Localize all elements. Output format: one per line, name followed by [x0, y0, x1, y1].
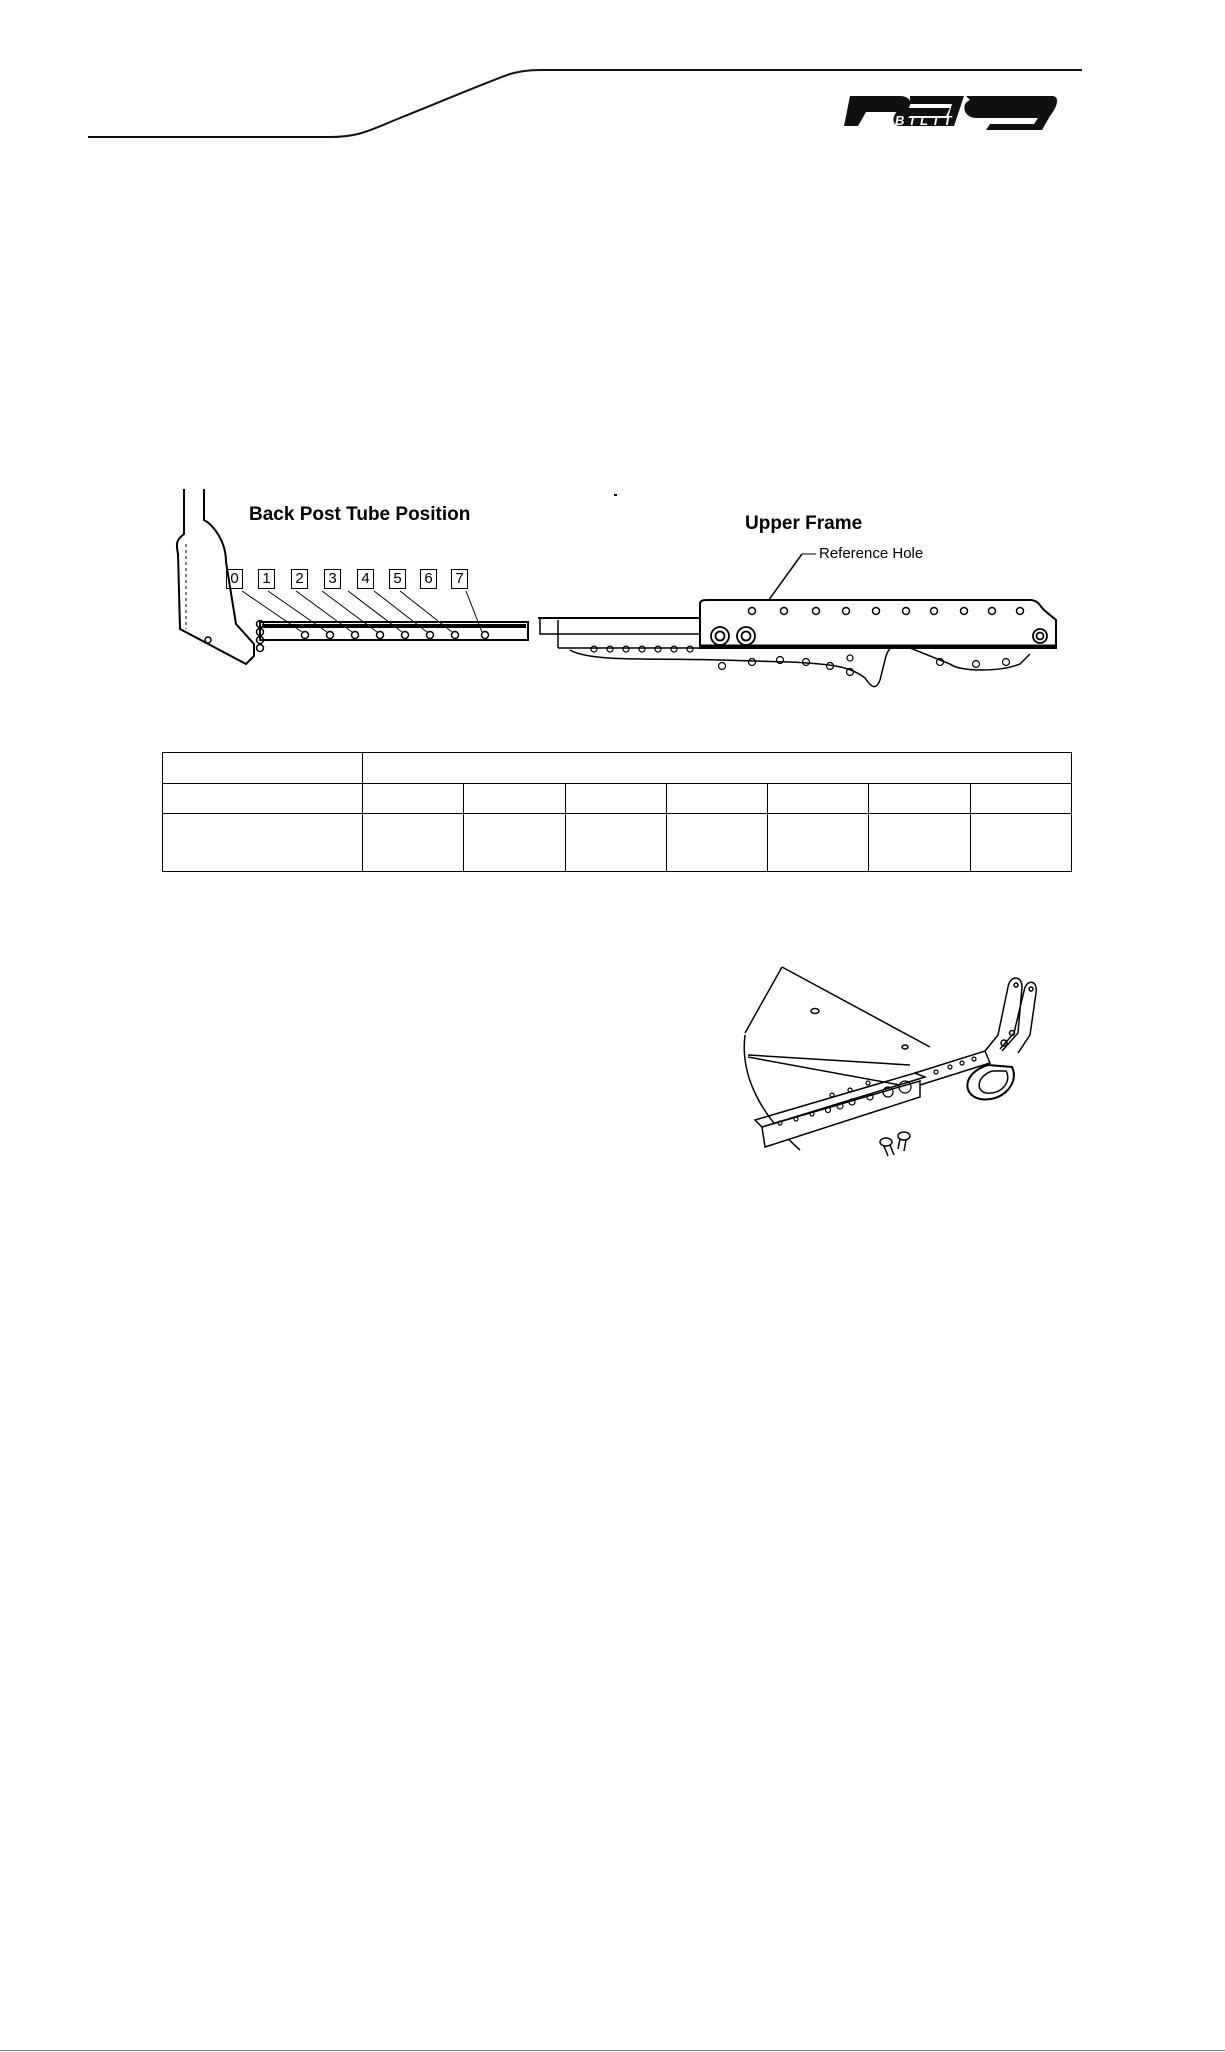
table-cell	[970, 784, 1071, 814]
brand-logo-subtext: MOBILITY	[862, 113, 973, 128]
assembly-illustration	[740, 955, 1050, 1180]
page-bottom-rule	[0, 2050, 1225, 2051]
stray-mark	[614, 494, 617, 496]
table-row	[163, 753, 1072, 784]
upper-frame-figure-title: Upper Frame	[745, 513, 863, 534]
table-cell	[565, 784, 666, 814]
table-cell	[768, 814, 869, 872]
position-label-box: 2	[291, 569, 308, 589]
table-cell	[869, 814, 970, 872]
back-post-figure-title: Back Post Tube Position	[249, 504, 471, 525]
table-row	[163, 814, 1072, 872]
position-label-box: 4	[357, 569, 374, 589]
position-label-box: 7	[451, 569, 468, 589]
position-label-box: 3	[324, 569, 341, 589]
position-label-box: 5	[389, 569, 406, 589]
table-cell	[363, 784, 464, 814]
upper-frame-diagram	[530, 548, 1060, 700]
table-cell	[869, 784, 970, 814]
position-label-box: 6	[420, 569, 437, 589]
reference-hole-callout: Reference Hole	[819, 545, 924, 562]
table-cell	[363, 753, 1072, 784]
table-cell	[464, 814, 565, 872]
position-table	[162, 752, 1072, 872]
table-cell	[666, 814, 767, 872]
table-cell	[970, 814, 1071, 872]
table-cell	[464, 784, 565, 814]
header-graphic	[0, 0, 1225, 150]
table-row	[163, 784, 1072, 814]
table-cell	[666, 784, 767, 814]
position-label-box: 1	[258, 569, 275, 589]
position-label-box: 0	[226, 569, 243, 589]
table-cell	[163, 814, 363, 872]
table-cell	[163, 753, 363, 784]
table-cell	[768, 784, 869, 814]
table-cell	[363, 814, 464, 872]
table-cell	[163, 784, 363, 814]
table-cell	[565, 814, 666, 872]
